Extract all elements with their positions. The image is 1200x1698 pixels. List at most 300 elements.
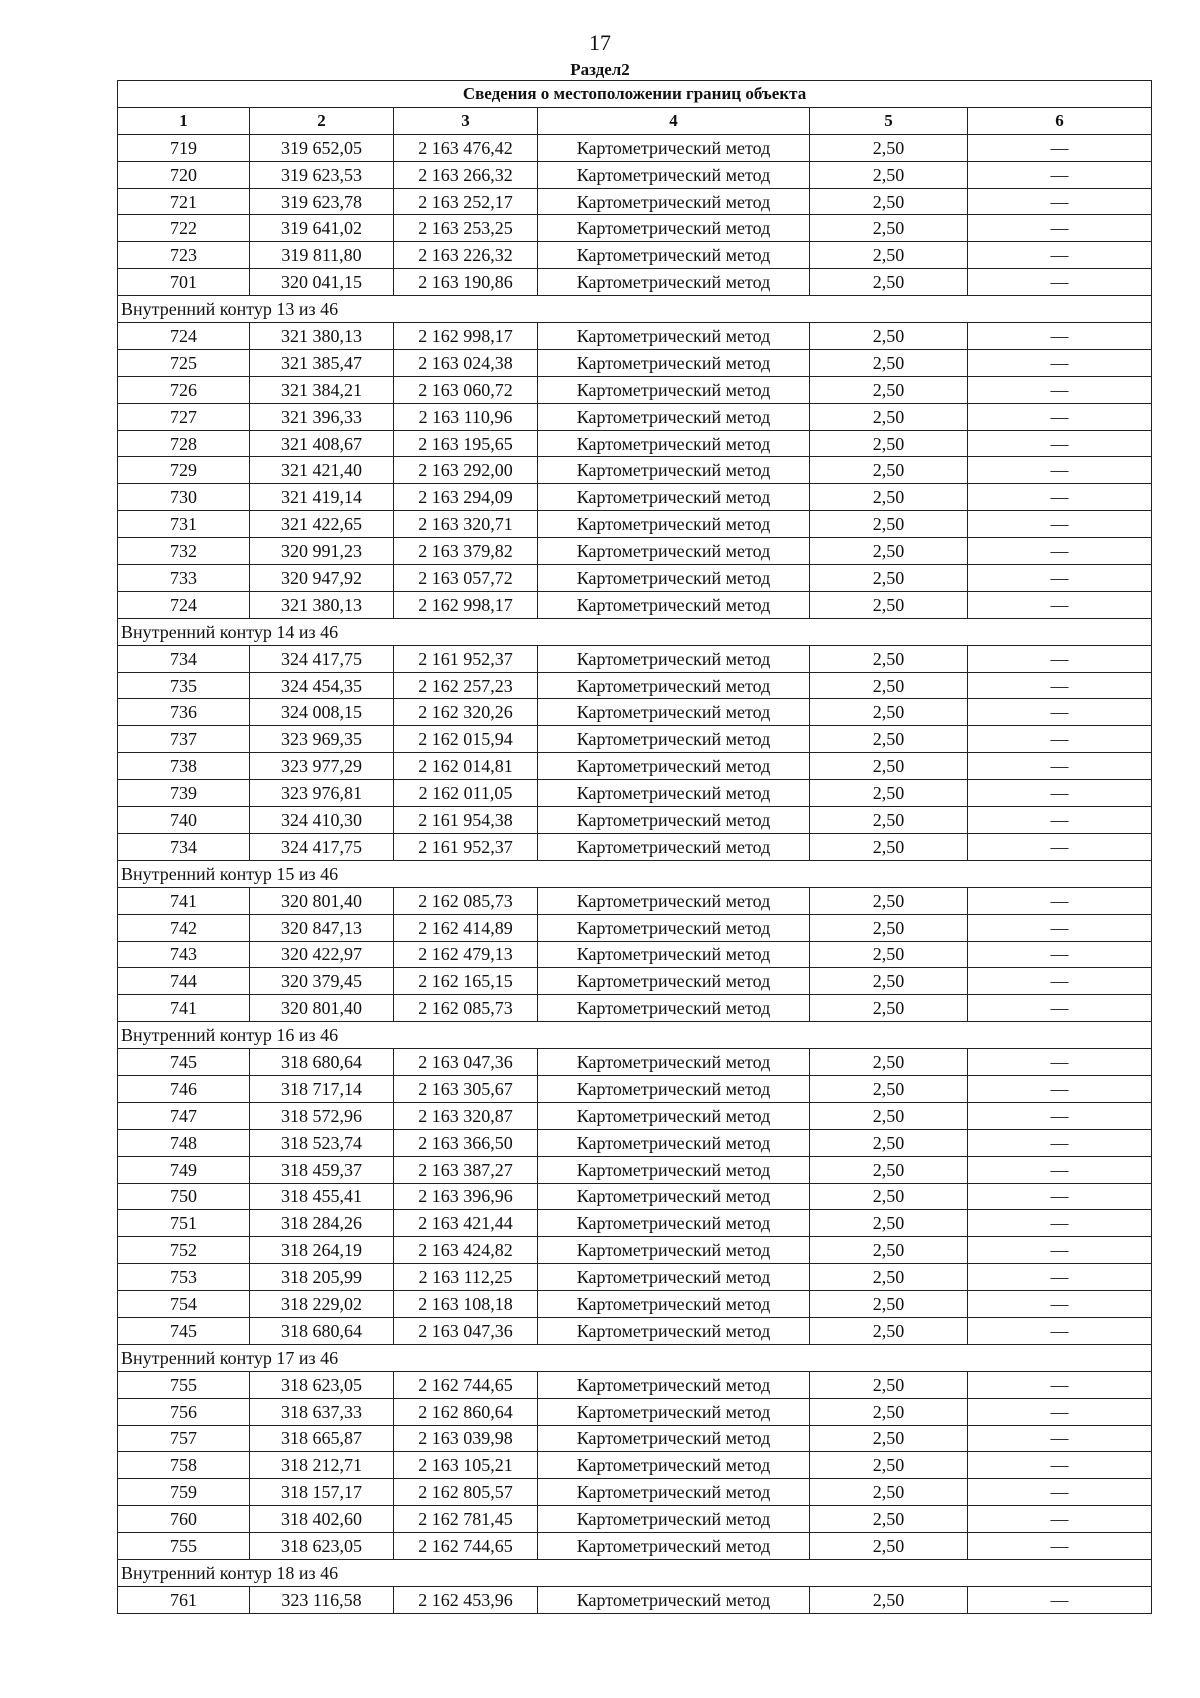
x-coordinate-cell: 320 801,40 [250,887,394,914]
accuracy-cell: 2,50 [810,1452,968,1479]
point-number-cell: 760 [118,1506,250,1533]
x-coordinate-cell: 319 641,02 [250,215,394,242]
column-header: 5 [810,107,968,134]
method-cell: Картометрический метод [538,1264,810,1291]
description-cell: — [968,242,1152,269]
point-number-cell: 733 [118,565,250,592]
method-cell: Картометрический метод [538,726,810,753]
x-coordinate-cell: 321 396,33 [250,403,394,430]
x-coordinate-cell: 323 977,29 [250,753,394,780]
y-coordinate-cell: 2 163 396,96 [394,1183,538,1210]
y-coordinate-cell: 2 162 015,94 [394,726,538,753]
method-cell: Картометрический метод [538,1479,810,1506]
column-header: 6 [968,107,1152,134]
method-cell: Картометрический метод [538,1183,810,1210]
description-cell: — [968,753,1152,780]
y-coordinate-cell: 2 163 112,25 [394,1264,538,1291]
y-coordinate-cell: 2 163 047,36 [394,1049,538,1076]
x-coordinate-cell: 318 459,37 [250,1156,394,1183]
method-cell: Картометрический метод [538,188,810,215]
table-row [118,1075,1152,1102]
method-cell: Картометрический метод [538,457,810,484]
point-number-cell: 729 [118,457,250,484]
x-coordinate-cell: 321 422,65 [250,511,394,538]
method-cell: Картометрический метод [538,780,810,807]
x-coordinate-cell: 318 623,05 [250,1371,394,1398]
table-row [118,430,1152,457]
method-cell: Картометрический метод [538,753,810,780]
table-row [118,215,1152,242]
point-number-cell: 740 [118,807,250,834]
method-cell: Картометрический метод [538,161,810,188]
table-row [118,1452,1152,1479]
contour-header-row [118,618,1152,645]
y-coordinate-cell: 2 163 421,44 [394,1210,538,1237]
point-number-cell: 727 [118,403,250,430]
accuracy-cell: 2,50 [810,1425,968,1452]
table-row [118,645,1152,672]
table-row [118,780,1152,807]
accuracy-cell: 2,50 [810,457,968,484]
description-cell: — [968,511,1152,538]
description-cell: — [968,134,1152,161]
accuracy-cell: 2,50 [810,914,968,941]
x-coordinate-cell: 323 969,35 [250,726,394,753]
point-number-cell: 723 [118,242,250,269]
method-cell: Картометрический метод [538,349,810,376]
description-cell: — [968,833,1152,860]
point-number-cell: 747 [118,1102,250,1129]
table-row [118,699,1152,726]
description-cell: — [968,1183,1152,1210]
contour-header-row [118,296,1152,323]
accuracy-cell: 2,50 [810,1533,968,1560]
method-cell: Картометрический метод [538,403,810,430]
description-cell: — [968,323,1152,350]
accuracy-cell: 2,50 [810,269,968,296]
point-number-cell: 724 [118,591,250,618]
table-row [118,833,1152,860]
x-coordinate-cell: 318 523,74 [250,1129,394,1156]
method-cell: Картометрический метод [538,1156,810,1183]
point-number-cell: 755 [118,1371,250,1398]
accuracy-cell: 2,50 [810,1049,968,1076]
y-coordinate-cell: 2 162 320,26 [394,699,538,726]
contour-label: Внутренний контур 14 из 46 [118,618,1152,645]
x-coordinate-cell: 318 157,17 [250,1479,394,1506]
accuracy-cell: 2,50 [810,134,968,161]
method-cell: Картометрический метод [538,1506,810,1533]
table-row [118,403,1152,430]
table-row [118,1183,1152,1210]
table-caption: Сведения о местоположении границ объекта [118,81,1152,108]
y-coordinate-cell: 2 163 424,82 [394,1237,538,1264]
y-coordinate-cell: 2 163 190,86 [394,269,538,296]
table-row [118,1210,1152,1237]
point-number-cell: 701 [118,269,250,296]
accuracy-cell: 2,50 [810,807,968,834]
point-number-cell: 757 [118,1425,250,1452]
accuracy-cell: 2,50 [810,887,968,914]
description-cell: — [968,995,1152,1022]
method-cell: Картометрический метод [538,914,810,941]
point-number-cell: 745 [118,1049,250,1076]
point-number-cell: 724 [118,323,250,350]
table-caption-row [118,81,1152,108]
accuracy-cell: 2,50 [810,833,968,860]
table-row [118,484,1152,511]
x-coordinate-cell: 318 717,14 [250,1075,394,1102]
x-coordinate-cell: 324 417,75 [250,645,394,672]
y-coordinate-cell: 2 163 476,42 [394,134,538,161]
x-coordinate-cell: 324 008,15 [250,699,394,726]
table-row [118,269,1152,296]
method-cell: Картометрический метод [538,323,810,350]
y-coordinate-cell: 2 162 998,17 [394,323,538,350]
description-cell: — [968,1129,1152,1156]
point-number-cell: 746 [118,1075,250,1102]
x-coordinate-cell: 324 454,35 [250,672,394,699]
table-row [118,1291,1152,1318]
accuracy-cell: 2,50 [810,1075,968,1102]
table-row [118,376,1152,403]
accuracy-cell: 2,50 [810,1237,968,1264]
point-number-cell: 734 [118,833,250,860]
point-number-cell: 721 [118,188,250,215]
accuracy-cell: 2,50 [810,1102,968,1129]
accuracy-cell: 2,50 [810,538,968,565]
method-cell: Картометрический метод [538,887,810,914]
table-row [118,538,1152,565]
method-cell: Картометрический метод [538,1452,810,1479]
description-cell: — [968,538,1152,565]
table-row [118,591,1152,618]
accuracy-cell: 2,50 [810,1398,968,1425]
x-coordinate-cell: 321 421,40 [250,457,394,484]
description-cell: — [968,1102,1152,1129]
method-cell: Картометрический метод [538,484,810,511]
y-coordinate-cell: 2 163 292,00 [394,457,538,484]
x-coordinate-cell: 321 408,67 [250,430,394,457]
table-row [118,941,1152,968]
x-coordinate-cell: 318 229,02 [250,1291,394,1318]
method-cell: Картометрический метод [538,995,810,1022]
contour-label: Внутренний контур 17 из 46 [118,1344,1152,1371]
method-cell: Картометрический метод [538,1533,810,1560]
contour-label: Внутренний контур 16 из 46 [118,1022,1152,1049]
method-cell: Картометрический метод [538,511,810,538]
table-row [118,1129,1152,1156]
method-cell: Картометрический метод [538,699,810,726]
column-header: 3 [394,107,538,134]
y-coordinate-cell: 2 162 014,81 [394,753,538,780]
table-row [118,968,1152,995]
y-coordinate-cell: 2 162 744,65 [394,1371,538,1398]
accuracy-cell: 2,50 [810,1129,968,1156]
method-cell: Картометрический метод [538,1102,810,1129]
point-number-cell: 741 [118,887,250,914]
table-row [118,349,1152,376]
accuracy-cell: 2,50 [810,215,968,242]
description-cell: — [968,161,1152,188]
x-coordinate-cell: 321 380,13 [250,323,394,350]
y-coordinate-cell: 2 162 805,57 [394,1479,538,1506]
y-coordinate-cell: 2 163 320,87 [394,1102,538,1129]
point-number-cell: 745 [118,1317,250,1344]
point-number-cell: 744 [118,968,250,995]
x-coordinate-cell: 318 680,64 [250,1317,394,1344]
column-header: 1 [118,107,250,134]
column-header: 4 [538,107,810,134]
method-cell: Картометрический метод [538,833,810,860]
table-row [118,753,1152,780]
table-row [118,1586,1152,1613]
contour-header-row [118,860,1152,887]
x-coordinate-cell: 320 947,92 [250,565,394,592]
contour-header-row [118,1022,1152,1049]
point-number-cell: 759 [118,1479,250,1506]
accuracy-cell: 2,50 [810,403,968,430]
method-cell: Картометрический метод [538,565,810,592]
y-coordinate-cell: 2 163 047,36 [394,1317,538,1344]
table-row [118,887,1152,914]
description-cell: — [968,1586,1152,1613]
table-row [118,995,1152,1022]
y-coordinate-cell: 2 163 387,27 [394,1156,538,1183]
accuracy-cell: 2,50 [810,242,968,269]
point-number-cell: 734 [118,645,250,672]
description-cell: — [968,780,1152,807]
table-row [118,726,1152,753]
description-cell: — [968,726,1152,753]
description-cell: — [968,1398,1152,1425]
accuracy-cell: 2,50 [810,161,968,188]
y-coordinate-cell: 2 161 952,37 [394,833,538,860]
table-row [118,1506,1152,1533]
accuracy-cell: 2,50 [810,699,968,726]
method-cell: Картометрический метод [538,1049,810,1076]
accuracy-cell: 2,50 [810,188,968,215]
method-cell: Картометрический метод [538,1291,810,1318]
method-cell: Картометрический метод [538,807,810,834]
contour-label: Внутренний контур 18 из 46 [118,1559,1152,1586]
column-header-row [118,107,1152,134]
method-cell: Картометрический метод [538,1425,810,1452]
y-coordinate-cell: 2 163 294,09 [394,484,538,511]
x-coordinate-cell: 320 379,45 [250,968,394,995]
x-coordinate-cell: 318 572,96 [250,1102,394,1129]
accuracy-cell: 2,50 [810,323,968,350]
table-row [118,1237,1152,1264]
table-row [118,1156,1152,1183]
page-number: 17 [589,30,611,55]
table-row [118,1264,1152,1291]
description-cell: — [968,941,1152,968]
point-number-cell: 722 [118,215,250,242]
point-number-cell: 756 [118,1398,250,1425]
point-number-cell: 730 [118,484,250,511]
method-cell: Картометрический метод [538,1317,810,1344]
y-coordinate-cell: 2 162 085,73 [394,995,538,1022]
accuracy-cell: 2,50 [810,376,968,403]
y-coordinate-cell: 2 163 366,50 [394,1129,538,1156]
method-cell: Картометрический метод [538,242,810,269]
x-coordinate-cell: 323 116,58 [250,1586,394,1613]
x-coordinate-cell: 318 680,64 [250,1049,394,1076]
description-cell: — [968,269,1152,296]
accuracy-cell: 2,50 [810,645,968,672]
x-coordinate-cell: 318 455,41 [250,1183,394,1210]
table-row [118,511,1152,538]
x-coordinate-cell: 321 385,47 [250,349,394,376]
x-coordinate-cell: 320 991,23 [250,538,394,565]
accuracy-cell: 2,50 [810,968,968,995]
point-number-cell: 748 [118,1129,250,1156]
method-cell: Картометрический метод [538,1237,810,1264]
description-cell: — [968,403,1152,430]
point-number-cell: 750 [118,1183,250,1210]
accuracy-cell: 2,50 [810,941,968,968]
method-cell: Картометрический метод [538,672,810,699]
table-row [118,242,1152,269]
accuracy-cell: 2,50 [810,1371,968,1398]
x-coordinate-cell: 319 811,80 [250,242,394,269]
description-cell: — [968,645,1152,672]
accuracy-cell: 2,50 [810,995,968,1022]
y-coordinate-cell: 2 163 195,65 [394,430,538,457]
accuracy-cell: 2,50 [810,565,968,592]
table-body [118,134,1152,1613]
y-coordinate-cell: 2 162 744,65 [394,1533,538,1560]
accuracy-cell: 2,50 [810,349,968,376]
method-cell: Картометрический метод [538,269,810,296]
point-number-cell: 737 [118,726,250,753]
description-cell: — [968,1479,1152,1506]
table-row [118,807,1152,834]
x-coordinate-cell: 320 422,97 [250,941,394,968]
table-row [118,914,1152,941]
description-cell: — [968,672,1152,699]
y-coordinate-cell: 2 163 253,25 [394,215,538,242]
accuracy-cell: 2,50 [810,1479,968,1506]
x-coordinate-cell: 318 264,19 [250,1237,394,1264]
description-cell: — [968,215,1152,242]
y-coordinate-cell: 2 162 085,73 [394,887,538,914]
point-number-cell: 738 [118,753,250,780]
x-coordinate-cell: 318 205,99 [250,1264,394,1291]
description-cell: — [968,1237,1152,1264]
y-coordinate-cell: 2 163 226,32 [394,242,538,269]
description-cell: — [968,887,1152,914]
description-cell: — [968,430,1152,457]
description-cell: — [968,1317,1152,1344]
contour-label: Внутренний контур 15 из 46 [118,860,1152,887]
y-coordinate-cell: 2 162 165,15 [394,968,538,995]
y-coordinate-cell: 2 163 110,96 [394,403,538,430]
table-row [118,134,1152,161]
y-coordinate-cell: 2 163 039,98 [394,1425,538,1452]
point-number-cell: 751 [118,1210,250,1237]
point-number-cell: 726 [118,376,250,403]
point-number-cell: 735 [118,672,250,699]
x-coordinate-cell: 321 384,21 [250,376,394,403]
accuracy-cell: 2,50 [810,780,968,807]
point-number-cell: 732 [118,538,250,565]
x-coordinate-cell: 319 623,78 [250,188,394,215]
accuracy-cell: 2,50 [810,1586,968,1613]
x-coordinate-cell: 323 976,81 [250,780,394,807]
point-number-cell: 758 [118,1452,250,1479]
table-row [118,457,1152,484]
accuracy-cell: 2,50 [810,484,968,511]
point-number-cell: 755 [118,1533,250,1560]
description-cell: — [968,807,1152,834]
contour-label: Внутренний контур 13 из 46 [118,296,1152,323]
table-row [118,1371,1152,1398]
table-row [118,1102,1152,1129]
method-cell: Картометрический метод [538,215,810,242]
table-row [118,1317,1152,1344]
method-cell: Картометрический метод [538,1371,810,1398]
accuracy-cell: 2,50 [810,1156,968,1183]
y-coordinate-cell: 2 161 952,37 [394,645,538,672]
point-number-cell: 749 [118,1156,250,1183]
y-coordinate-cell: 2 162 998,17 [394,591,538,618]
y-coordinate-cell: 2 163 252,17 [394,188,538,215]
x-coordinate-cell: 320 041,15 [250,269,394,296]
point-number-cell: 743 [118,941,250,968]
accuracy-cell: 2,50 [810,1506,968,1533]
contour-header-row [118,1559,1152,1586]
point-number-cell: 754 [118,1291,250,1318]
point-number-cell: 719 [118,134,250,161]
table-row [118,161,1152,188]
table-row [118,1049,1152,1076]
y-coordinate-cell: 2 162 860,64 [394,1398,538,1425]
description-cell: — [968,1533,1152,1560]
method-cell: Картометрический метод [538,591,810,618]
method-cell: Картометрический метод [538,968,810,995]
y-coordinate-cell: 2 162 479,13 [394,941,538,968]
table-row [118,323,1152,350]
description-cell: — [968,188,1152,215]
x-coordinate-cell: 318 623,05 [250,1533,394,1560]
y-coordinate-cell: 2 163 320,71 [394,511,538,538]
table-row [118,672,1152,699]
description-cell: — [968,1506,1152,1533]
method-cell: Картометрический метод [538,538,810,565]
method-cell: Картометрический метод [538,134,810,161]
point-number-cell: 731 [118,511,250,538]
y-coordinate-cell: 2 163 057,72 [394,565,538,592]
x-coordinate-cell: 318 665,87 [250,1425,394,1452]
description-cell: — [968,1049,1152,1076]
point-number-cell: 742 [118,914,250,941]
accuracy-cell: 2,50 [810,591,968,618]
description-cell: — [968,1156,1152,1183]
point-number-cell: 752 [118,1237,250,1264]
description-cell: — [968,376,1152,403]
description-cell: — [968,1452,1152,1479]
table-row [118,1479,1152,1506]
x-coordinate-cell: 320 801,40 [250,995,394,1022]
x-coordinate-cell: 321 419,14 [250,484,394,511]
x-coordinate-cell: 318 637,33 [250,1398,394,1425]
table-row [118,565,1152,592]
point-number-cell: 739 [118,780,250,807]
point-number-cell: 741 [118,995,250,1022]
accuracy-cell: 2,50 [810,1210,968,1237]
